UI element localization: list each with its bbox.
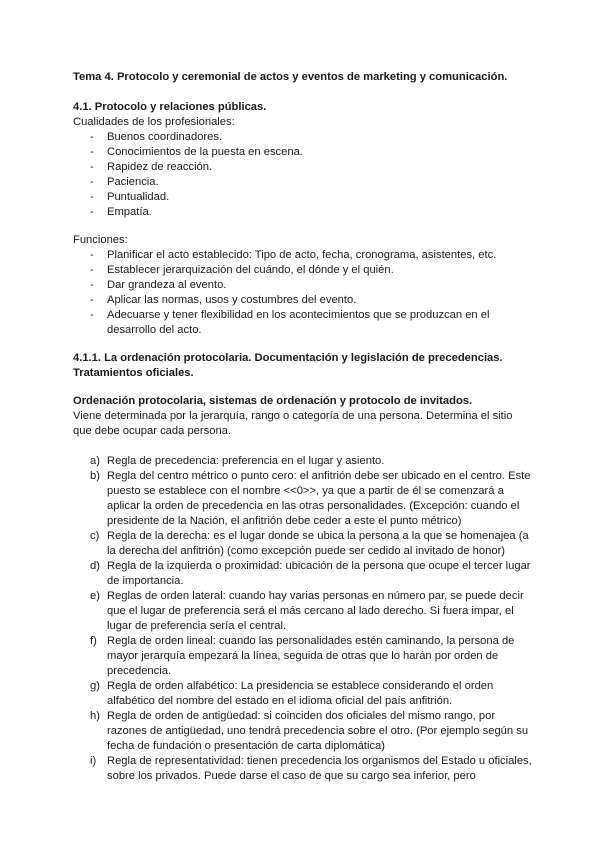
funciones-list bbox=[73, 248, 533, 338]
list-item: - Rapidez de reacción. bbox=[73, 160, 303, 175]
list-item: - Empatía. bbox=[73, 205, 303, 220]
section-heading-4-1: 4.1. Protocolo y relaciones públicas. bbox=[73, 101, 267, 113]
list-item bbox=[73, 709, 533, 754]
cualidades-label: Cualidades de los profesionales: bbox=[73, 116, 235, 128]
list-item: - Puntualidad. bbox=[73, 190, 303, 205]
list-marker: i) bbox=[90, 755, 97, 767]
list-item: - Establecer jerarquización del cuándo, el dónde y el quién. bbox=[73, 263, 533, 278]
intro-paragraph: Viene determinada por la jerarquía, rango o categoría de una persona. Determina el sitio que debe ocupar cada persona. bbox=[73, 410, 513, 437]
list-marker: e) bbox=[90, 590, 100, 602]
list-item bbox=[73, 589, 533, 634]
reglas-list bbox=[73, 454, 533, 784]
list-item bbox=[73, 559, 533, 589]
document-title: Tema 4. Protocolo y ceremonial de actos y eventos de marketing y comunicación. bbox=[73, 71, 508, 83]
section-heading-4-1-1: 4.1.1. La ordenación protocolaria. Documentación y legislación de precedencias. Tratamientos oficiales. bbox=[73, 352, 503, 379]
list-marker: a) bbox=[90, 455, 100, 467]
list-marker: f) bbox=[90, 635, 97, 647]
list-item-text: Regla de la izquierda o proximidad: ubicación de la persona que ocupe el tercer lugar de importancia. bbox=[107, 560, 531, 587]
list-item-text: Regla de la derecha: es el lugar donde se ubica la persona a la que se homenajea (a la derecha del anfitrión) (como excepción puede ser cedido al invitado de honor) bbox=[107, 530, 529, 557]
list-marker: h) bbox=[90, 710, 100, 722]
list-item: - Planificar el acto establecido: Tipo de acto, fecha, cronograma, asistentes, etc. bbox=[73, 248, 533, 263]
funciones-label: Funciones: bbox=[73, 234, 128, 246]
list-item bbox=[73, 634, 533, 679]
list-item bbox=[73, 679, 533, 709]
list-marker: d) bbox=[90, 560, 100, 572]
list-item-text: Regla de representatividad: tienen precedencia los organismos del Estado u oficiales, sobre los privados. Puede darse el caso de que su cargo sea inferior, pero bbox=[107, 755, 532, 782]
list-marker: b) bbox=[90, 470, 100, 482]
list-item bbox=[73, 529, 533, 559]
list-marker: c) bbox=[90, 530, 100, 542]
list-item bbox=[73, 469, 533, 529]
list-marker: g) bbox=[90, 680, 100, 692]
list-item-text: Regla del centro métrico o punto cero: el anfitrión debe ser ubicado en el centro. Este puesto se establece con el nombre <<0>>, ya que a partir de él se comenzará a aplicar la orden de precedencia en las otras personalidades. (Excepción: cuando el presidente de la Nación, el anfitrión debe ceder a este el punto métrico) bbox=[107, 470, 531, 527]
list-item: - Aplicar las normas, usos y costumbres del evento. bbox=[73, 293, 533, 308]
list-item: - Adecuarse y tener flexibilidad en los acontecimientos que se produzcan en el desarrollo del acto. bbox=[73, 308, 533, 338]
list-item bbox=[73, 454, 533, 469]
list-item: - Paciencia. bbox=[73, 175, 303, 190]
list-item-text: Regla de orden de antigüedad: si coinciden dos oficiales del mismo rango, por razones de antigüedad, uno tendrá precedencia sobre el otro. (Por ejemplo según su fecha de fundación o presentación de carta diplomática) bbox=[107, 710, 529, 752]
subsection-heading: Ordenación protocolaria, sistemas de ordenación y protocolo de invitados. bbox=[73, 395, 473, 407]
list-item: - Buenos coordinadores. bbox=[73, 130, 303, 145]
list-item-text: Reglas de orden lateral: cuando hay varias personas en número par, se puede decir que el lugar de preferencia será el más cercano al lado derecho. Si fuera impar, el lugar de preferencia sería el central. bbox=[107, 590, 524, 632]
list-item-text: Regla de orden alfabético: La presidencia se establece considerando el orden alfabético del nombre del estado en el idioma oficial del país anfitrión. bbox=[107, 680, 494, 707]
list-item-text: Regla de precedencia: preferencia en el lugar y asiento. bbox=[107, 455, 385, 467]
list-item-text: Regla de orden lineal: cuando las personalidades estén caminando, la persona de mayor jerarquía empezará la línea, seguida de otras que lo harán por orden de precedencia. bbox=[107, 635, 515, 677]
cualidades-list bbox=[73, 130, 303, 220]
list-item: - Dar grandeza al evento. bbox=[73, 278, 533, 293]
list-item: - Conocimientos de la puesta en escena. bbox=[73, 145, 303, 160]
list-item bbox=[73, 754, 533, 784]
